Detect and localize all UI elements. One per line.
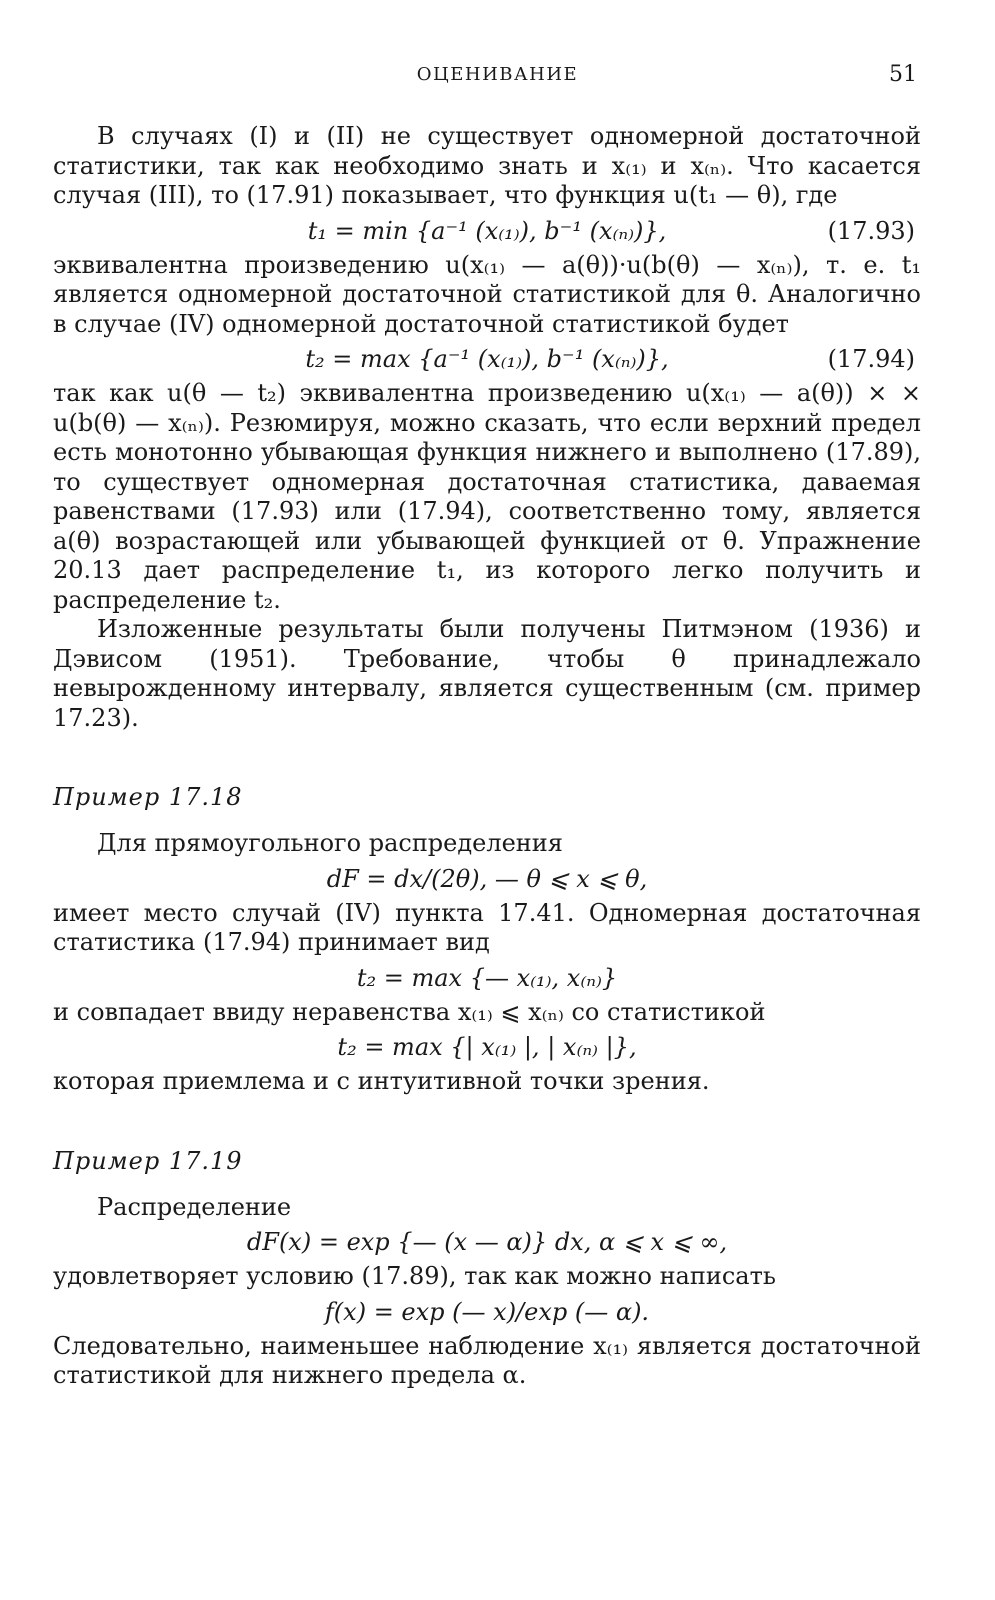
example-17-18-title: Пример 17.18 xyxy=(53,783,243,811)
example-17-18-equation-3-formula: t₂ = max {| x₍₁₎ |, | x₍ₙ₎ |}, xyxy=(337,1033,637,1061)
paragraph-3: так как u(θ — t₂) эквивалентна произведению u(x₍₁₎ — a(θ)) × × u(b(θ) — x₍ₙ₎). Резюмируя, можно сказать, что если верхний предел есть монотонно убывающая функция нижнего и выполнено (17.89), то существует одномерная достаточная статистика, даваемая равенствами (17.93) или (17.94), соответственно тому, является a(θ) возрастающей или убывающей функцией от θ. Упражнение 20.13 дает распределение t₁, из которого легко получить и распределение t₂. xyxy=(53,379,921,614)
example-17-18-text-1: имеет место случай (IV) пункта 17.41. Одномерная достаточная статистика (17.94) принимает вид xyxy=(53,898,921,956)
example-17-18-equation-2 xyxy=(53,958,921,998)
example-17-19-text-1: удовлетворяет условию (17.89), так как можно написать xyxy=(53,1262,776,1290)
equation-17-93-number: (17.93) xyxy=(827,216,915,245)
equation-17-93-formula: t₁ = min {a⁻¹ (x₍₁₎), b⁻¹ (x₍ₙ₎)}, xyxy=(307,216,667,245)
example-17-19-equation-2 xyxy=(53,1292,921,1332)
example-17-18-equation-3 xyxy=(53,1027,921,1067)
example-17-19-equation-1-formula: dF(x) = exp {— (x — α)} dx, α ⩽ x ⩽ ∞, xyxy=(246,1228,728,1256)
equation-17-94-number: (17.94) xyxy=(827,345,915,373)
page-number: 51 xyxy=(889,62,917,87)
example-17-19-title: Пример 17.19 xyxy=(53,1146,243,1175)
example-17-19-equation-2-formula: f(x) = exp (— x)/exp (— α). xyxy=(324,1297,650,1326)
running-title: ОЦЕНИВАНИЕ xyxy=(416,64,579,85)
example-17-19-intro: Распределение xyxy=(97,1192,292,1221)
example-17-19-text-2: Следовательно, наименьшее наблюдение x₍₁₎ является достаточной статистикой для нижнего предела α. xyxy=(53,1331,921,1389)
paragraph-2: эквивалентна произведению u(x₍₁₎ — a(θ))·u(b(θ) — x₍ₙ₎), т. е. t₁ является одномерной достаточной статистикой для θ. Аналогично в случае (IV) одномерной достаточной статистикой будет xyxy=(53,250,921,338)
example-17-18-equation-1-formula: dF = dx/(2θ), — θ ⩽ x ⩽ θ, xyxy=(326,864,648,893)
page-header xyxy=(0,62,995,92)
example-17-18-intro: Для прямоугольного распределения xyxy=(97,829,563,857)
example-17-19-equation-1 xyxy=(53,1222,921,1262)
example-17-18-equation-1 xyxy=(53,859,921,899)
page-body xyxy=(53,122,921,1391)
paragraph-1: В случаях (I) и (II) не существует одномерной достаточной статистики, так как необходимо знать и x₍₁₎ и x₍ₙ₎. Что касается случая (III), то (17.91) показывает, что функция u(t₁ — θ), где xyxy=(53,122,921,209)
example-17-18-equation-2-formula: t₂ = max {— x₍₁₎, x₍ₙ₎} xyxy=(356,963,618,992)
example-17-18-text-3: которая приемлема и с интуитивной точки зрения. xyxy=(53,1067,710,1095)
equation-17-93 xyxy=(53,211,921,251)
example-17-18-text-2: и совпадает ввиду неравенства x₍₁₎ ⩽ x₍ₙ₎ со статистикой xyxy=(53,997,766,1026)
paragraph-4: Изложенные результаты были получены Питмэном (1936) и Дэвисом (1951). Требование, чтобы θ принадлежало невырожденному интервалу, является существенным (см. пример 17.23). xyxy=(53,615,921,732)
equation-17-94 xyxy=(53,339,921,379)
equation-17-94-formula: t₂ = max {a⁻¹ (x₍₁₎), b⁻¹ (x₍ₙ₎)}, xyxy=(305,345,669,373)
